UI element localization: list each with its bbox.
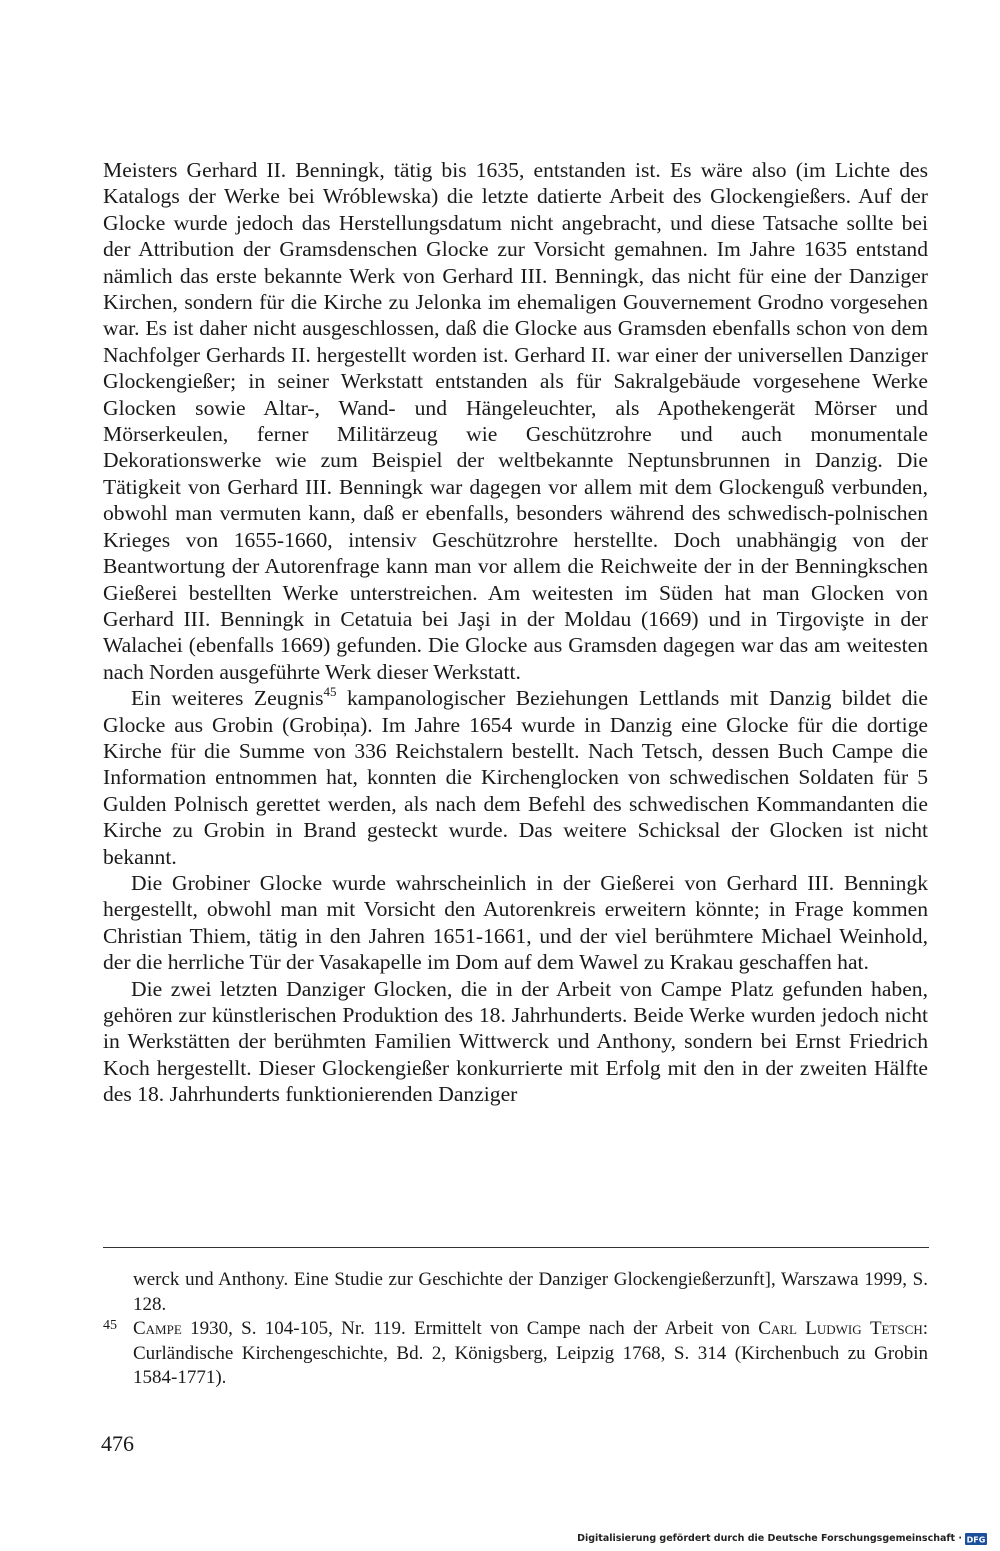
page-number: 476	[101, 1431, 134, 1456]
footnote-author-campe: Campe	[133, 1318, 182, 1340]
paragraph-2-rest: kampanologischer Beziehungen Lettlands mit Danzig bildet die Glocke aus Grobin (Grobiņa). Im Jahre 1654 wurde in Danzig eine Glocke für die dortige Kirche für die Summe von 336 Reichstalern bestellt. Nach Tetsch, dessen Buch Campe die Information entnommen hat, konnten die Kirchenglocken von schwedischen Soldaten für 5 Gulden Polnisch gerettet werden, als nach dem Befehl des schwedischen Kommandanten die Kirche zu Grobin in Brand gesteckt wurde. Das weitere Schicksal der Glocken ist nicht bekannt.	[103, 686, 928, 869]
footnote-text-1: 1930, S. 104-105, Nr. 119. Ermittelt von Campe nach der Arbeit von	[181, 1318, 759, 1340]
footnotes	[103, 1268, 928, 1391]
body-text	[103, 157, 928, 1108]
footnote-reference-45[interactable]: 45	[323, 684, 337, 700]
footnote-text-2: : Curländische Kirchengeschichte, Bd. 2, Königsberg, Leipzig 1768, S. 314 (Kirchenbuch zu Grobin 1584-1771).	[133, 1318, 928, 1389]
footnote-author-first-name: Carl Ludwig	[758, 1318, 862, 1340]
footnote-45	[103, 1317, 928, 1391]
paragraph-2-start: Ein weiteres Zeugnis	[131, 686, 324, 711]
footnote-separator	[103, 1247, 929, 1248]
paragraph-3: Die Grobiner Glocke wurde wahrscheinlich in der Gießerei von Gerhard III. Benningk hergestellt, obwohl man mit Vorsicht den Autorenkreis erweitern könnte; in Frage kommen Christian Thiem, tätig in den Jahren 1651-1661, und der viel berühmtere Michael Weinhold, der die herrliche Tür der Vasakapelle im Dom auf dem Wawel zu Krakau geschaffen hat.	[103, 870, 928, 975]
footnote-number: 45	[103, 1318, 117, 1334]
svg-text:DFG: DFG	[966, 1535, 986, 1545]
dfg-logo-icon	[965, 1533, 987, 1545]
paragraph-1: Meisters Gerhard II. Benningk, tätig bis 1635, entstanden ist. Es wäre also (im Lichte des Katalogs der Werke bei Wróblewska) die letzte datierte Arbeit des Glockengießers. Auf der Glocke wurde jedoch das Herstellungsdatum nicht angebracht, und diese Tatsache sollte bei der Attribution der Gramsdenschen Glocke zur Vorsicht gemahnen. Im Jahre 1635 entstand nämlich das erste bekannte Werk von Gerhard III. Benningk, das nicht für eine der Danziger Kirchen, sondern für die Kirche zu Jelonka im ehemaligen Gouvernement Grodno vorgesehen war. Es ist daher nicht ausgeschlossen, daß die Glocke aus Gramsden ebenfalls schon von dem Nachfolger Gerhards II. hergestellt worden ist. Gerhard II. war einer der universellen Danziger Glockengießer; in seiner Werkstatt entstanden als für Sakralgebäude vorgesehene Werke Glocken sowie Altar-, Wand- und Hängeleuchter, als Apothekengerät Mörser und Mörserkeulen, ferner Militärzeug wie Geschützrohre und auch monumentale Dekorationswerke wie zum Beispiel der weltbekannte Neptunsbrunnen in Danzig. Die Tätigkeit von Gerhard III. Benningk war dagegen vor allem mit dem Glockenguß verbunden, obwohl man vermuten kann, daß er ebenfalls, besonders während des schwedisch-polnischen Krieges von 1655-1660, intensiv Geschützrohre herstellte. Doch unabhängig von der Beantwortung der Autorenfrage kann man vor allem die Reichweite der in der Benningkschen Gießerei bestellten Werke unterstreichen. Am weitesten im Süden hat man Glocken von Gerhard III. Benningk in Cetatuia bei Jaşi in der Moldau (1669) und in Tirgovişte in der Walachei (ebenfalls 1669) gefunden. Die Glocke aus Gramsden dagegen war das am weitesten nach Norden ausgeführte Werk dieser Werkstatt.	[103, 158, 928, 684]
footnote-author-surname: Tetsch	[869, 1318, 923, 1340]
footnote-continuation: werck und Anthony. Eine Studie zur Geschichte der Danziger Glockengießerzunft], Warszawa 1999, S. 128.	[133, 1269, 928, 1315]
paragraph-2	[103, 685, 928, 870]
credit-text: Digitalisierung gefördert durch die Deutsche Forschungsgemeinschaft ·	[577, 1533, 962, 1544]
paragraph-4: Die zwei letzten Danziger Glocken, die in der Arbeit von Campe Platz gefunden haben, gehören zur künstlerischen Produktion des 18. Jahrhunderts. Beide Werke wurden jedoch nicht in Werkstätten der berühmten Familien Wittwerck und Anthony, sondern bei Ernst Friedrich Koch hergestellt. Dieser Glockengießer konkurrierte mit Erfolg mit den in der zweiten Hälfte des 18. Jahrhunderts funktionierenden Danziger	[103, 976, 928, 1107]
digitization-credit	[577, 1533, 987, 1545]
